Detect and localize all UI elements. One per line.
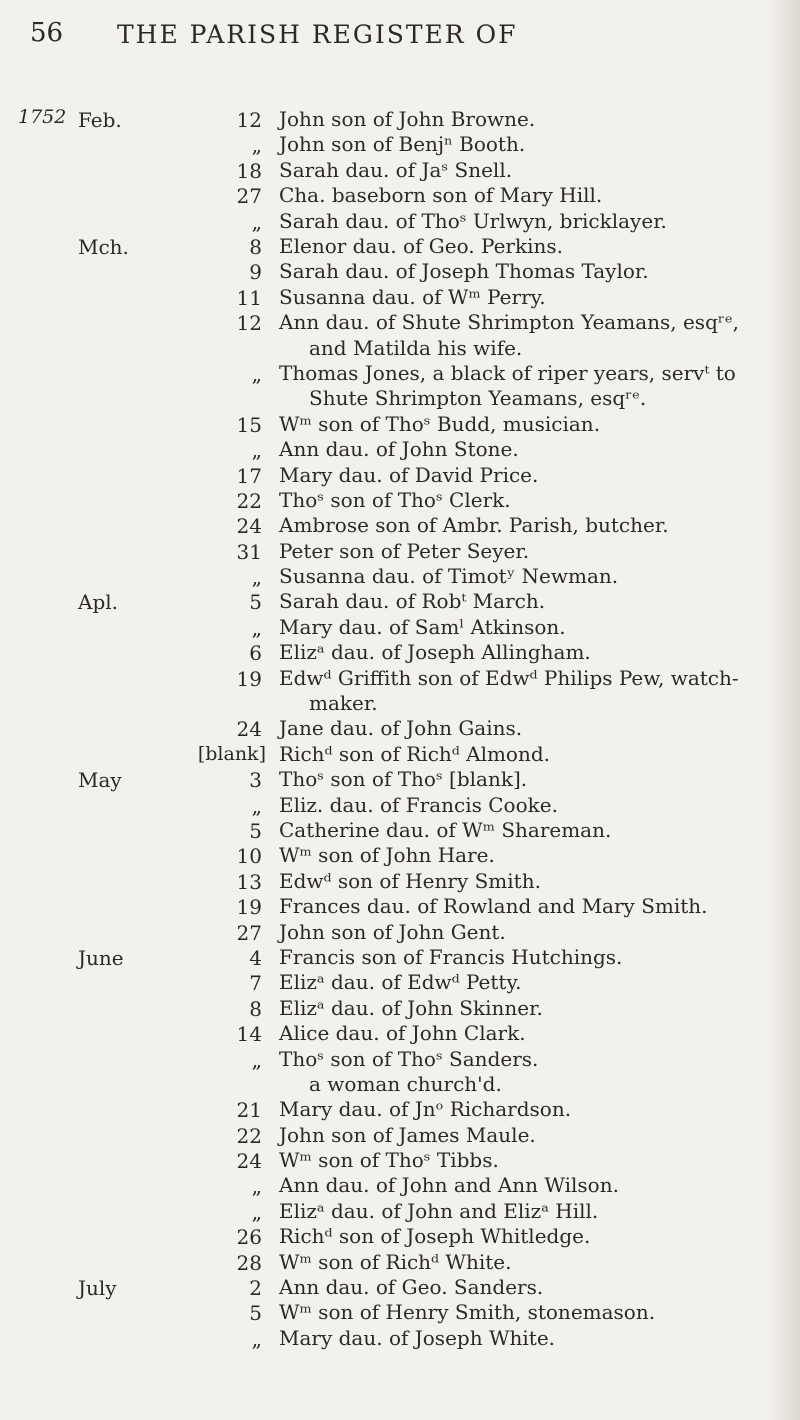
entry-text-line: Susanna dau. of Timotʸ Newman. (279, 564, 619, 589)
register-entry (0, 131, 800, 156)
register-entry (0, 106, 800, 131)
entry-month: Mch. (78, 234, 129, 259)
entry-day: „ (251, 133, 262, 158)
entry-text-line: Peter son of Peter Seyer. (279, 538, 530, 563)
entry-text (279, 920, 781, 945)
register-entry (0, 1198, 800, 1223)
entry-text (279, 1224, 781, 1249)
register-entry (0, 995, 800, 1020)
entry-text-line: John son of John Browne. (279, 107, 536, 131)
entry-day: „ (251, 615, 262, 640)
entry-month: May (78, 768, 122, 793)
page-edge-shadow (770, 0, 800, 1420)
entry-text (279, 234, 781, 259)
entry-text (279, 970, 781, 995)
register-entry (0, 411, 800, 436)
entry-text (279, 894, 781, 919)
entry-day: „ (251, 1174, 262, 1199)
entry-text (279, 1326, 781, 1351)
entry-day: 17 (236, 463, 262, 488)
entry-text (279, 132, 781, 157)
entry-text-line: Sarah dau. of Joseph Thomas Taylor. (279, 259, 649, 284)
entry-text (279, 259, 781, 284)
entry-day: „ (251, 565, 262, 590)
entry-day: „ (251, 1326, 262, 1351)
entry-day: „ (251, 361, 262, 386)
register-entry (0, 919, 800, 944)
entry-text-line: Sarah dau. of Robᵗ March. (279, 589, 546, 614)
entry-text (279, 1250, 781, 1275)
entry-text-continuation: a woman church'd. (309, 1071, 502, 1096)
entry-day: 4 (249, 945, 262, 970)
entry-text-line: Sarah dau. of Thoˢ Urlwyn, bricklayer. (279, 208, 667, 233)
entry-day: 15 (236, 412, 262, 437)
entry-text (279, 843, 781, 868)
entry-text-line: Sarah dau. of Jaˢ Snell. (279, 157, 513, 182)
entry-day: 5 (249, 590, 262, 615)
entry-day: 24 (236, 1149, 262, 1174)
register-entry (0, 842, 800, 867)
register-entry (0, 969, 800, 994)
year-label: 1752 (18, 106, 67, 128)
register-entry (0, 766, 800, 791)
entry-text (279, 1275, 781, 1300)
entry-text (279, 615, 781, 640)
entry-text (279, 716, 781, 741)
register-entry (0, 1325, 800, 1350)
entry-month: June (78, 945, 124, 970)
entry-day: 21 (236, 1098, 262, 1123)
register-entry (0, 1020, 800, 1045)
entry-day: 9 (249, 260, 262, 285)
entry-day: 14 (236, 1022, 262, 1047)
register-entry (0, 741, 800, 766)
register-entry (0, 893, 800, 918)
register-entry (0, 1249, 800, 1274)
entry-text (279, 1097, 781, 1122)
entry-text (279, 640, 781, 665)
entry-text-line: Wᵐ son of Thoˢ Budd, musician. (279, 411, 601, 436)
register-entry (0, 944, 800, 969)
entry-text-line: Jane dau. of John Gains. (279, 716, 523, 741)
register-entry (0, 792, 800, 817)
register-entry (0, 1122, 800, 1147)
register-entry (0, 1274, 800, 1299)
entry-text-line: Elizᵃ dau. of Joseph Allingham. (279, 640, 591, 665)
entry-text-line: Elizᵃ dau. of John Skinner. (279, 995, 543, 1020)
entry-text (279, 1148, 781, 1173)
entry-text (279, 589, 781, 614)
entry-text-line: Elizᵃ dau. of John and Elizᵃ Hill. (279, 1198, 599, 1223)
entry-month: Apl. (78, 590, 118, 615)
entry-day: 3 (249, 768, 262, 793)
register-entries (0, 106, 800, 1350)
entry-text (279, 107, 781, 132)
register-entry (0, 284, 800, 309)
entry-day: 19 (236, 666, 262, 691)
entry-text-line: Elenor dau. of Geo. Perkins. (279, 233, 563, 258)
entry-day: 10 (236, 844, 262, 869)
register-entry (0, 487, 800, 512)
entry-day: 12 (236, 108, 262, 132)
entry-text (279, 539, 781, 564)
entry-text (279, 1173, 781, 1198)
entry-text (279, 1199, 781, 1224)
entry-text-line: Wᵐ son of Thoˢ Tibbs. (279, 1148, 499, 1173)
register-entry (0, 182, 800, 207)
entry-text (279, 513, 781, 538)
register-entry (0, 462, 800, 487)
register-entry (0, 258, 800, 283)
entry-day: „ (251, 793, 262, 818)
entry-day: 11 (236, 285, 262, 310)
register-entry (0, 309, 800, 360)
entry-text-line: Eliz. dau. of Francis Cooke. (279, 792, 558, 817)
entry-day: 13 (236, 869, 262, 894)
entry-text-line: Alice dau. of John Clark. (279, 1021, 526, 1046)
entry-text (279, 310, 781, 361)
entry-text-line: Ann dau. of John and Ann Wilson. (279, 1173, 619, 1198)
register-entry (0, 360, 800, 411)
entry-text-line: Mary dau. of David Price. (279, 462, 539, 487)
register-entry (0, 817, 800, 842)
register-entry (0, 436, 800, 461)
register-entry (0, 1096, 800, 1121)
register-entry (0, 868, 800, 893)
register-entry (0, 563, 800, 588)
register-entry (0, 665, 800, 716)
entry-day: 18 (236, 158, 262, 183)
entry-text (279, 437, 781, 462)
entry-text-line: Susanna dau. of Wᵐ Perry. (279, 284, 546, 309)
entry-day: 5 (249, 1301, 262, 1326)
register-entry (0, 1223, 800, 1248)
entry-text-line: Mary dau. of Samˡ Atkinson. (279, 614, 566, 639)
register-entry (0, 588, 800, 613)
page-number: 56 (30, 18, 64, 48)
register-entry (0, 639, 800, 664)
entry-day: 7 (249, 971, 262, 996)
entry-text (279, 742, 781, 767)
entry-day: 19 (236, 895, 262, 920)
entry-day: 2 (249, 1276, 262, 1301)
entry-text (279, 285, 781, 310)
entry-text-line: John son of Benjⁿ Booth. (279, 132, 526, 157)
entry-day: „ (251, 438, 262, 463)
register-entry (0, 538, 800, 563)
entry-text-line: Elizᵃ dau. of Edwᵈ Petty. (279, 970, 522, 995)
entry-text-line: Thomas Jones, a black of riper years, servᵗ to (279, 360, 736, 385)
entry-text (279, 488, 781, 513)
entry-text-line: Ann dau. of Shute Shrimpton Yeamans, esqʳᵉ, (279, 310, 739, 335)
entry-text-line: Ann dau. of John Stone. (279, 437, 519, 462)
entry-text-continuation: and Matilda his wife. (309, 335, 523, 360)
entry-text-line: Edwᵈ son of Henry Smith. (279, 868, 541, 893)
register-entry (0, 208, 800, 233)
entry-text (279, 361, 781, 412)
entry-text (279, 1047, 781, 1098)
entry-text (279, 869, 781, 894)
entry-text-line: Ambrose son of Ambr. Parish, butcher. (279, 513, 669, 538)
entry-text-line: Francis son of Francis Hutchings. (279, 944, 623, 969)
entry-text-line: Wᵐ son of Henry Smith, stonemason. (279, 1300, 656, 1325)
entry-text-line: Thoˢ son of Thoˢ Clerk. (279, 487, 511, 512)
entry-text-line: Cha. baseborn son of Mary Hill. (279, 183, 603, 208)
entry-text-line: Richᵈ son of Richᵈ Almond. (279, 741, 551, 766)
entry-day: 24 (236, 717, 262, 742)
entry-text-line: Wᵐ son of Richᵈ White. (279, 1249, 512, 1274)
register-entry (0, 1172, 800, 1197)
entry-text-line: Mary dau. of Jnᵒ Richardson. (279, 1097, 572, 1122)
entry-text-line: Thoˢ son of Thoˢ [blank]. (279, 767, 528, 792)
entry-text (279, 1123, 781, 1148)
entry-day: 26 (236, 1225, 262, 1250)
entry-day: 8 (249, 234, 262, 259)
entry-month: July (78, 1276, 117, 1301)
entry-day: „ (251, 1199, 262, 1224)
entry-day: 27 (236, 184, 262, 209)
register-entry (0, 715, 800, 740)
entry-day: 24 (236, 514, 262, 539)
entry-text (279, 793, 781, 818)
entry-text-continuation: Shute Shrimpton Yeamans, esqʳᵉ. (309, 386, 647, 411)
entry-text (279, 183, 781, 208)
entry-day: 31 (236, 539, 262, 564)
entry-text (279, 564, 781, 589)
register-entry (0, 614, 800, 639)
entry-text-line: John son of James Maule. (279, 1122, 536, 1147)
entry-text (279, 767, 781, 792)
entry-text-line: John son of John Gent. (279, 919, 506, 944)
entry-month: Feb. (78, 108, 122, 132)
register-entry (0, 1046, 800, 1097)
entry-text (279, 412, 781, 437)
entry-day: 28 (236, 1250, 262, 1275)
entry-text-line: Richᵈ son of Joseph Whitledge. (279, 1224, 591, 1249)
entry-text (279, 1021, 781, 1046)
entry-day: [blank] (197, 742, 266, 765)
register-entry (0, 233, 800, 258)
entry-text-continuation: maker. (309, 691, 378, 716)
entry-day: 8 (249, 996, 262, 1021)
register-entry (0, 1299, 800, 1324)
entry-day: 22 (236, 488, 262, 513)
page-header (0, 14, 800, 54)
register-entry (0, 157, 800, 182)
register-entry (0, 1147, 800, 1172)
entry-text-line: Edwᵈ Griffith son of Edwᵈ Philips Pew, watch- (279, 665, 739, 690)
entry-text (279, 463, 781, 488)
entry-day: 6 (249, 641, 262, 666)
entry-day: 27 (236, 920, 262, 945)
entry-text-line: Thoˢ son of Thoˢ Sanders. (279, 1046, 539, 1071)
entry-day: „ (251, 1047, 262, 1072)
register-entry (0, 512, 800, 537)
entry-day: 22 (236, 1123, 262, 1148)
entry-text (279, 209, 781, 234)
entry-day: 5 (249, 818, 262, 843)
entry-text-line: Ann dau. of Geo. Sanders. (279, 1275, 544, 1300)
entry-day: 12 (236, 311, 262, 336)
entry-text-line: Mary dau. of Joseph White. (279, 1325, 556, 1350)
entry-text (279, 945, 781, 970)
entry-day: „ (251, 209, 262, 234)
entry-text (279, 818, 781, 843)
entry-text (279, 666, 781, 717)
entry-text-line: Catherine dau. of Wᵐ Shareman. (279, 817, 612, 842)
running-title: THE PARISH REGISTER OF (117, 20, 518, 49)
entry-text-line: Wᵐ son of John Hare. (279, 843, 495, 868)
entry-text-line: Frances dau. of Rowland and Mary Smith. (279, 894, 708, 919)
entry-text (279, 996, 781, 1021)
entry-text (279, 1300, 781, 1325)
entry-text (279, 158, 781, 183)
